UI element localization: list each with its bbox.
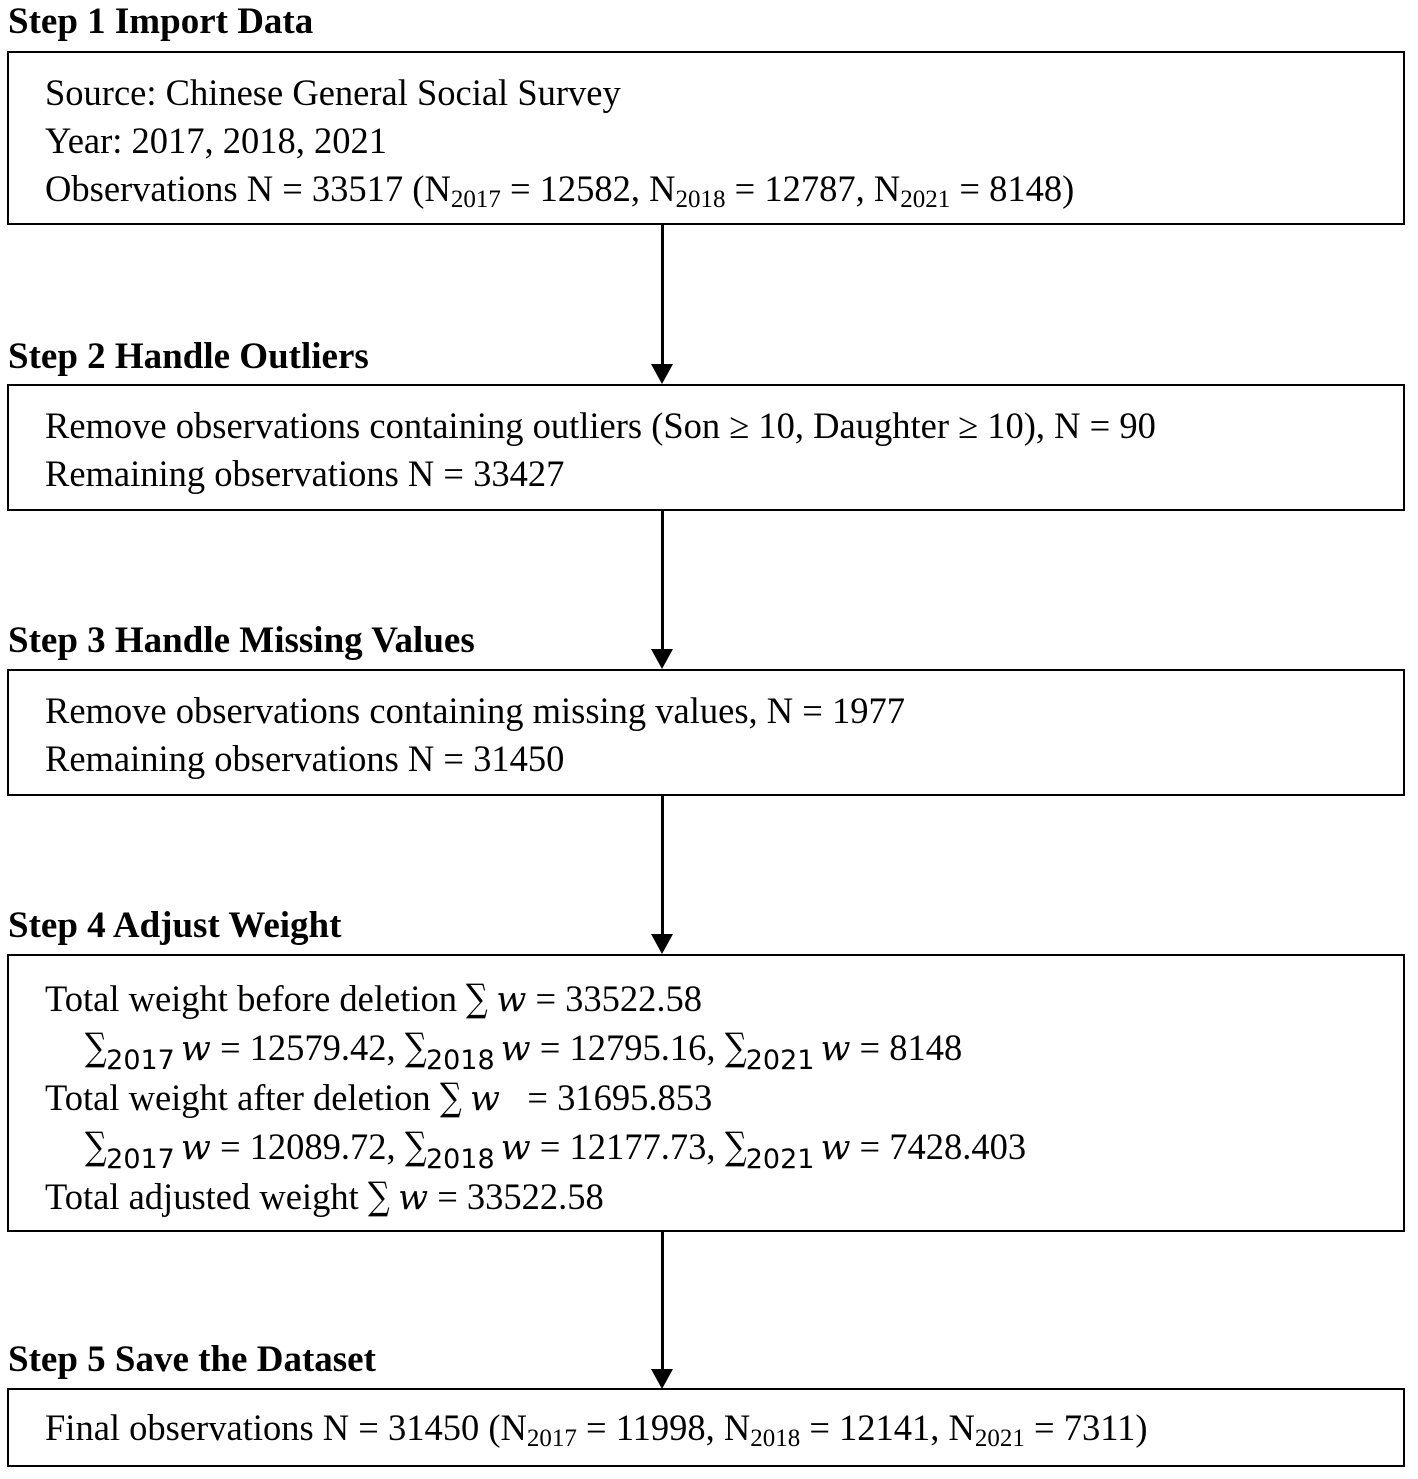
subscript-year: 2018 [750, 1425, 801, 1452]
subscript-year: 2017 [106, 1045, 175, 1076]
step-2-remaining-line: Remaining observations N = 33427 [45, 453, 565, 494]
subscript-year: 2017 [106, 1144, 175, 1175]
flow-arrow-3-line [661, 796, 664, 935]
step-2-box [7, 384, 1405, 511]
flow-arrow-4-head [651, 1369, 673, 1389]
weight-before-value: = 33522.58 [526, 978, 703, 1019]
subscript-year: 2021 [745, 1045, 815, 1076]
weight-variable: w [500, 1128, 531, 1168]
sum-icon: ∑ [85, 1124, 107, 1168]
sum-icon: ∑ [85, 1025, 107, 1069]
weight-year-value: = 12795.16, [530, 1027, 725, 1068]
weight-after-by-year [85, 1124, 1027, 1175]
sum-icon: ∑ [404, 1025, 427, 1069]
weight-year-value: = 12177.73, [530, 1126, 725, 1167]
subscript-year: 2021 [900, 186, 951, 213]
step-5-title: Step 5 Save the Dataset [8, 1339, 376, 1380]
weight-before-label: Total weight before deletion [45, 978, 467, 1019]
weight-variable: w [500, 1029, 531, 1069]
weight-variable: w [180, 1029, 211, 1069]
weight-adjusted-value: = 33522.58 [428, 1176, 604, 1217]
weight-variable: w [180, 1128, 211, 1168]
weight-after-value: = 31695.853 [499, 1077, 713, 1118]
subscript-year: 2021 [974, 1425, 1025, 1452]
weight-year-value: = 7428.403 [850, 1126, 1027, 1167]
step-5-box [7, 1388, 1405, 1467]
weight-after-label: Total weight after deletion [45, 1077, 440, 1118]
step-4-title: Step 4 Adjust Weight [8, 905, 342, 946]
step-1-year: Year: 2017, 2018, 2021 [45, 120, 388, 161]
flow-arrow-3-head [651, 934, 673, 954]
step-5-final-line [45, 1407, 1148, 1452]
step-1-title: Step 1 Import Data [8, 1, 314, 42]
sum-icon: ∑ [404, 1124, 427, 1168]
weight-adjusted-label: Total adjusted weight [45, 1176, 368, 1217]
sum-icon: ∑ [724, 1025, 747, 1069]
weight-year-value: = 8148 [850, 1027, 963, 1068]
sum-icon: ∑ [367, 1174, 390, 1218]
final-value: = 12141, N [800, 1407, 975, 1448]
step-4-box [7, 954, 1405, 1232]
final-value: = 7311) [1024, 1407, 1148, 1448]
weight-variable: w [820, 1029, 851, 1069]
sum-icon: ∑ [466, 976, 488, 1020]
weight-before-by-year [85, 1025, 963, 1076]
weight-variable: w [470, 1079, 500, 1119]
flow-arrow-2-head [651, 649, 673, 669]
weight-variable: w [398, 1178, 429, 1218]
sum-icon: ∑ [724, 1124, 747, 1168]
weight-variable: w [820, 1128, 851, 1168]
obs-value: = 8148) [950, 168, 1075, 209]
step-3-remaining-line: Remaining observations N = 31450 [45, 738, 565, 779]
weight-year-value: = 12579.42, [210, 1027, 405, 1068]
weight-year-value: = 12089.72, [210, 1126, 405, 1167]
step-1-source: Source: Chinese General Social Survey [45, 72, 621, 113]
subscript-year: 2021 [745, 1144, 815, 1175]
subscript-year: 2018 [425, 1144, 495, 1175]
sum-icon: ∑ [439, 1075, 462, 1119]
subscript-year: 2018 [425, 1045, 495, 1076]
flow-arrow-1-head [651, 364, 673, 384]
obs-prefix: Observations N = 33517 (N [45, 168, 451, 209]
step-3-box [7, 669, 1405, 796]
obs-value: = 12582, N [500, 168, 676, 209]
subscript-year: 2017 [526, 1425, 577, 1452]
weight-variable: w [496, 980, 527, 1020]
step-3-missing-line: Remove observations containing missing values, N = 1977 [45, 690, 905, 731]
obs-value: = 12787, N [725, 168, 901, 209]
subscript-year: 2017 [450, 186, 501, 213]
flow-arrow-4-line [661, 1232, 664, 1370]
step-1-box [7, 51, 1405, 225]
subscript-year: 2018 [675, 186, 726, 213]
final-prefix: Final observations N = 31450 (N [45, 1407, 527, 1448]
step-2-title: Step 2 Handle Outliers [8, 336, 369, 377]
weight-after-line [45, 1077, 712, 1119]
weight-adjusted-line [45, 1176, 604, 1218]
flow-arrow-2-line [661, 511, 664, 650]
step-2-outliers-line: Remove observations containing outliers (Son ≥ 10, Daughter ≥ 10), N = 90 [45, 405, 1156, 446]
weight-before-line [45, 978, 702, 1020]
final-value: = 11998, N [576, 1407, 751, 1448]
step-1-observations [45, 168, 1075, 213]
flow-arrow-1-line [661, 225, 664, 365]
step-3-title: Step 3 Handle Missing Values [8, 620, 475, 661]
